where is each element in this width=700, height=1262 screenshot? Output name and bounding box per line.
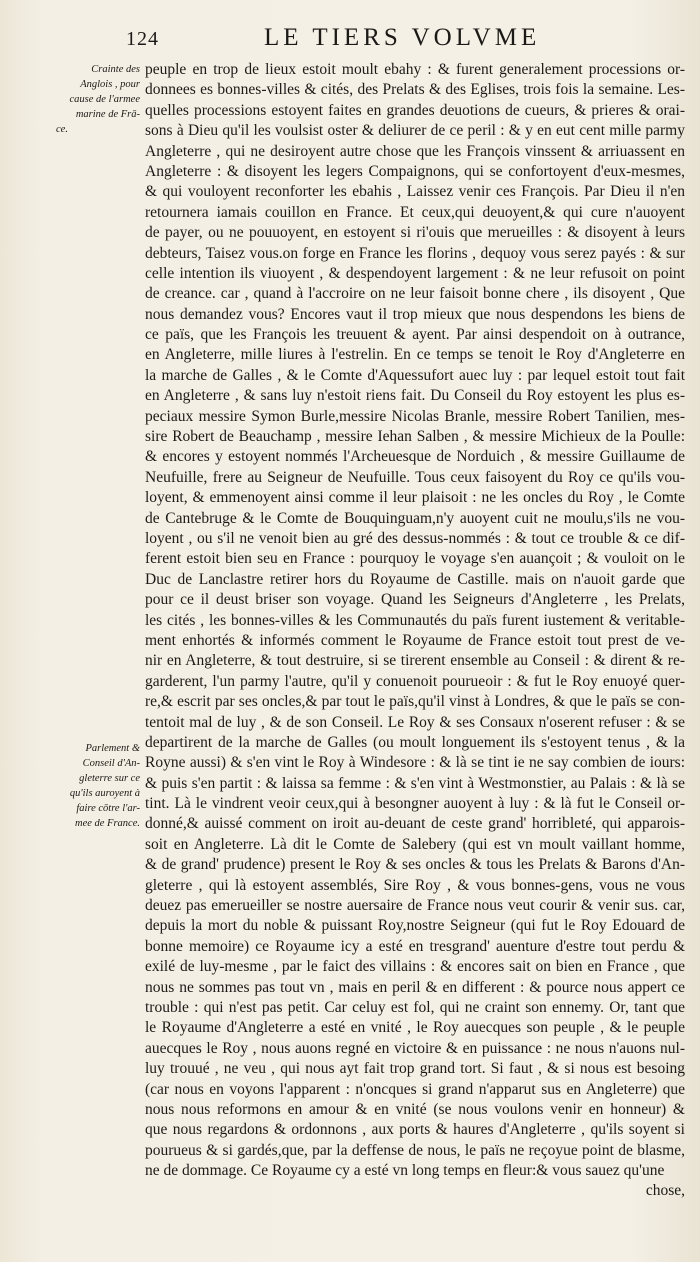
margin-note-line: faire cōtre l'ar- [76, 803, 140, 814]
text-line: en Angleterre , & sans luy n'estoit riens fait. Du Conseil du Roy estoyent les plus es- [145, 387, 685, 405]
text-line: departirent de la marche de Galles (ou moult longuement ils s'estoyent tenus , & la [145, 733, 685, 751]
text-line: retournera iamais couillon en France. Et ceux,qui deuoyent,& qui cure n'auoyent [145, 203, 685, 221]
text-line: en Angleterre, mille liures à l'estrelin. En ce temps se tenoit le Roy d'Angleterre en [145, 346, 685, 364]
text-line: deuez pas emerueiller se nostre auersaire de France nous veut courir & venir sus. car, [145, 897, 685, 915]
text-line: Angleterre , qui ne desiroyent autre chose que les François vinssent & arriuassent en [145, 142, 685, 160]
text-line: debteurs, Taisez vous.on forge en France les florins , dequoy vous serez payés : & sur [145, 244, 685, 262]
text-line: (car nous en voyons l'apparent : n'oncques si grand n'apparut sus en Angleterre) que [145, 1080, 685, 1098]
text-line: loyent , ou s'il ne venoit bien au gré des dessus-nommés : & tout ce trouble & ce dif- [145, 529, 685, 547]
text-line: & encores y estoyent nommés l'Archeuesque de Norduich , & messire Guillaume de [145, 448, 685, 466]
margin-note-line: Crainte des [91, 64, 140, 75]
margin-note-crainte-des-anglois [56, 62, 140, 137]
text-line: ce païs, que les François les treuuent & ayent. Par ainsi despendoit on à outrance, [145, 326, 685, 344]
text-line: nous nous reformons en amour & en vnité (se nous voulons venir en honneur) & [145, 1100, 685, 1118]
margin-note-line: qu'ils auroyent à [69, 788, 140, 799]
text-line: soit en Angleterre. Là dit le Comte de Salebery (qui est vn moult vaillant homme, [145, 835, 685, 853]
text-line: garderent, l'un parmy l'autre, qu'il y conuenoit pourueoir : & fut le Roy enuoyé quer- [145, 672, 685, 690]
text-line: sire Robert de Beauchamp , messire Iehan Salben , & messire Michieux de la Poulle: [145, 428, 685, 446]
margin-note-line: cause de l'armee [69, 94, 140, 105]
text-line: de payer, ou ne pouuoyent, en estoyent si ri'ouis que merueilles : & disoyent à leurs [145, 224, 685, 242]
text-line: tint. Là le vindrent veoir ceux,qui à besongner auoyent à luy : & là fut le Conseil or- [145, 795, 685, 813]
text-line: depuis la mort du noble & puissant Roy,nostre Seigneur (qui fut le Roy Edouard de [145, 917, 685, 935]
text-line: donnees es bonnes-villes & cités, des Prelats & des Eglises, trois fois la semaine. Les- [145, 81, 685, 99]
margin-note-line: marine de Frā- [75, 109, 140, 120]
text-line: nir en Angleterre, & tout destruire, si se tirerent ensemble au Conseil : & dirent & re- [145, 652, 685, 670]
catchword: chose, [645, 1182, 685, 1200]
margin-note-line: Conseil d'An- [82, 758, 140, 769]
text-line: pourueus & si gardés,que, par la deffense de nous, le païs ne reçoyue point de blasme, [145, 1141, 685, 1159]
text-line: de creance. car , quand à l'accroire on ne leur faisoit bonne chere , ils disoyent , Que [145, 285, 685, 303]
text-line: les cités , les bonnes-villes & les Communautés du païs furent iustement & veritable- [145, 611, 685, 629]
text-line: nous ne sommes pas tout vn , mais en peril & en different : & pource nous appert ce [145, 978, 685, 996]
text-line: la marche de Galles , & le Comte d'Aquessufort auec luy : par lequel estoit tout fait [145, 366, 685, 384]
text-line: pour ce il deust briser son voyage. Quand les Seigneurs d'Angleterre , les Prelats, [145, 591, 685, 609]
text-line: nous demandez vous? Encores vaut il trop mieux que nous despendons les biens de [145, 305, 685, 323]
page-number: 124 [126, 28, 159, 50]
text-line: peuple en trop de lieux estoit moult ebahy : & furent generalement processions or- [145, 61, 685, 78]
text-line: celle intention ils viuoyent , & despendoyent largement : & ne leur refusoit on point [145, 264, 685, 282]
text-line: gleterre , qui là estoyent assemblés, Sire Roy , & vous bonnes-gens, vous ne vous [145, 876, 685, 894]
text-line: tentoit mal de luy , & de son Conseil. Le Roy & ses Consaux n'oserent refuser : & se [145, 713, 685, 731]
text-line: ferent estoit bien seu en France : pourquoy le voyage s'en auançoit ; & vouloit on le [145, 550, 685, 568]
text-line: Royne aussi) & s'en vint le Roy à Windesore : & là se tint ie ne say combien de iours: [145, 754, 685, 772]
text-line: Duc de Lanclastre retirer hors du Royaume de Castille. mais on n'auoit garde que [145, 570, 685, 588]
margin-note-line: Anglois , pour [80, 79, 140, 90]
text-line: que nous regardons & ordonnons , aux ports & haures d'Angleterre , qu'ils soyent si [145, 1121, 685, 1139]
text-line: quelles processions estoyent faites en grandes deuotions de cueurs, & prieres & orai- [145, 101, 685, 119]
margin-note-line: ce. [56, 124, 68, 135]
margin-note-parlement-et-conseil [56, 741, 140, 831]
text-line: & puis s'en partit : & laissa sa femme : & s'en vint à Westmonstier, au Palais : & là se [145, 774, 685, 792]
text-line: luy trouué , ne veu , qui nous ayt fait trop grand tort. Si faut , & si nous est besoing [145, 1060, 685, 1078]
text-line: auecques le Roy , nous auons regné en victoire & en puissance : ne nous n'auons nul- [145, 1039, 685, 1057]
text-line: re,& escrit par ses oncles,& par tout le païs,qu'il vinst à Londres, & que le païs se con- [145, 693, 685, 711]
text-line: exilé de luy-mesme , par le faict des villains : & encores sait on bien en France , que [145, 958, 685, 976]
body-text [145, 60, 685, 1202]
text-line: ment enhortés & informés comment le Royaume de France estoit tout prest de ve- [145, 631, 685, 649]
running-head: LE TIERS VOLVME [264, 24, 541, 51]
text-line: sons à Dieu qu'il les voulsist oster & deliurer de ce peril : & y en eut cent mille parmy [145, 122, 685, 140]
text-line: & de grand' prudence) present le Roy & ses oncles & tous les Prelats & Barons d'An- [145, 856, 685, 874]
text-line: Neufuille, frere au Seigneur de Neufuille. Tous ceux faisoyent du Roy ce qu'ils vou- [145, 468, 685, 486]
margin-note-line: gleterre sur ce [79, 773, 140, 784]
text-line: ne de dommage. Ce Royaume cy a esté vn long temps en fleur:& vous sauez qu'une [145, 1162, 665, 1180]
text-line: de Cantebruge & le Comte de Bouquinguam,n'y auoyent cuit ne moulu,s'ils ne vou- [145, 509, 685, 527]
text-line: bonne memoire) ce Royaume icy a esté en tresgrand' auenture d'estre tout perdu & [145, 937, 685, 955]
page-header [118, 24, 690, 54]
text-line: trouble : qui n'est pas petit. Car celuy est fol, qui ne craint son ennemy. Or, tant que [145, 998, 685, 1016]
text-line: Angleterre : & disoyent les legers Compaignons, qui se confortoyent d'eux-mesmes, [145, 162, 685, 180]
margin-note-line: Parlement & [85, 743, 140, 754]
text-line: & qui vouloyent reconforter les ebahis , Laissez venir ces François. Par Dieu il n'en [145, 183, 685, 201]
text-line: loyent, & emmenoyent ainsi comme il leur plaisoit : ne les oncles du Roy , le Comte [145, 489, 685, 507]
text-line: le Royaume d'Angleterre a esté en vnité , le Roy auecques son peuple , & le peuple [145, 1019, 685, 1037]
text-line: donné,& auissé comment on iroit au-deuant de ceste grand' horribleté, qui apparois- [145, 815, 685, 833]
text-line: peciaux messire Symon Burle,messire Nicolas Branle, messire Robert Tanilien, mes- [145, 407, 685, 425]
margin-note-line: mee de France. [74, 818, 140, 829]
